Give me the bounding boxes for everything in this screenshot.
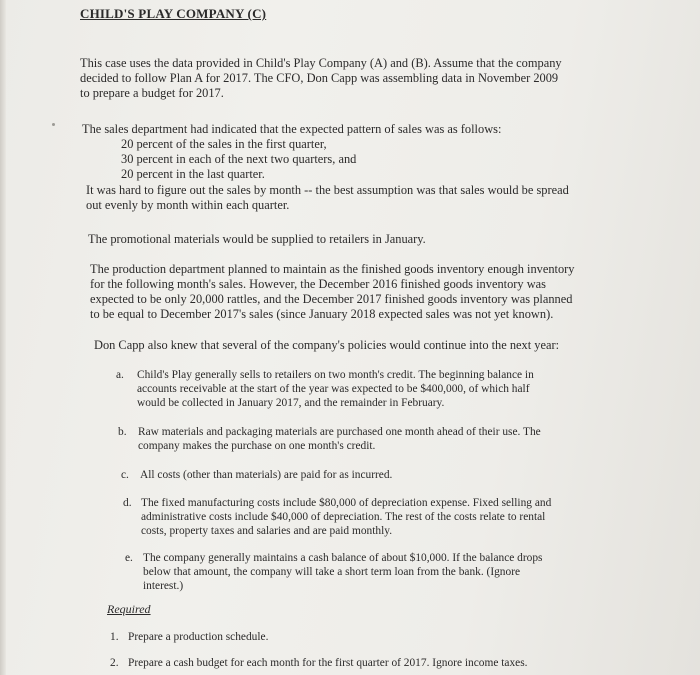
policy-line: All costs (other than materials) are paid for as incurred. [140, 469, 393, 481]
production-line: The production department planned to maintain as the finished goods inventory enough inventory [90, 262, 575, 276]
sales-pattern-line: 30 percent in each of the next two quarters, and [121, 152, 357, 166]
policy-letter: a. [116, 369, 124, 381]
policy-letter: e. [125, 552, 133, 564]
scan-speck [52, 123, 55, 126]
policy-line: accounts receivable at the start of the year was expected to be $400,000, of which half [137, 383, 530, 395]
policy-letter: c. [121, 469, 129, 481]
policy-letter: b. [118, 426, 127, 438]
intro-line: to prepare a budget for 2017. [80, 86, 224, 100]
policy-line: company makes the purchase on one month's credit. [138, 440, 376, 452]
production-line: for the following month's sales. However, the December 2016 finished goods inventory was [90, 277, 546, 291]
required-item-text: Prepare a production schedule. [128, 631, 269, 643]
policy-line: Raw materials and packaging materials are purchased one month ahead of their use. The [138, 426, 541, 438]
required-item-number: 2. [110, 657, 119, 669]
policy-line: costs, property taxes and salaries and are paid monthly. [141, 525, 393, 537]
policy-line: below that amount, the company will take a short term loan from the bank. (Ignore [143, 566, 521, 578]
policy-line: interest.) [143, 580, 184, 592]
policy-line: The company generally maintains a cash balance of about $10,000. If the balance drops [143, 552, 543, 564]
required-heading: Required [107, 602, 151, 616]
sales-lead: The sales department had indicated that the expected pattern of sales was as follows: [82, 122, 502, 136]
required-item-number: 1. [110, 631, 119, 643]
sales-pattern-line: 20 percent in the last quarter. [121, 167, 265, 181]
policy-letter: d. [123, 497, 132, 509]
required-item-text: Prepare a cash budget for each month for the first quarter of 2017. Ignore income taxes. [128, 657, 528, 669]
policy-line: would be collected in January 2017, and the remainder in February. [137, 397, 445, 409]
production-line: to be equal to December 2017's sales (since January 2018 expected sales was not yet known). [90, 307, 554, 321]
sales-month-line: out evenly by month within each quarter. [86, 198, 290, 212]
promo-paragraph: The promotional materials would be supplied to retailers in January. [88, 232, 426, 246]
document-title: CHILD'S PLAY COMPANY (C) [80, 6, 267, 21]
sales-month-line: It was hard to figure out the sales by month -- the best assumption was that sales would be spread [86, 183, 569, 197]
production-line: expected to be only 20,000 rattles, and the December 2017 finished goods inventory was planned [90, 292, 573, 306]
policy-line: administrative costs include $40,000 of depreciation. The rest of the costs relate to rental [141, 511, 546, 523]
intro-line: decided to follow Plan A for 2017. The CFO, Don Capp was assembling data in November 2009 [80, 71, 559, 85]
policies-lead: Don Capp also knew that several of the company's policies would continue into the next year: [94, 338, 560, 352]
sales-pattern-line: 20 percent of the sales in the first quarter, [121, 137, 327, 151]
intro-line: This case uses the data provided in Child's Play Company (A) and (B). Assume that the company [80, 56, 562, 70]
policy-line: Child's Play generally sells to retailers on two month's credit. The beginning balance in [137, 369, 534, 381]
policy-line: The fixed manufacturing costs include $80,000 of depreciation expense. Fixed selling and [141, 497, 552, 509]
page-edge-shadow [0, 0, 6, 675]
